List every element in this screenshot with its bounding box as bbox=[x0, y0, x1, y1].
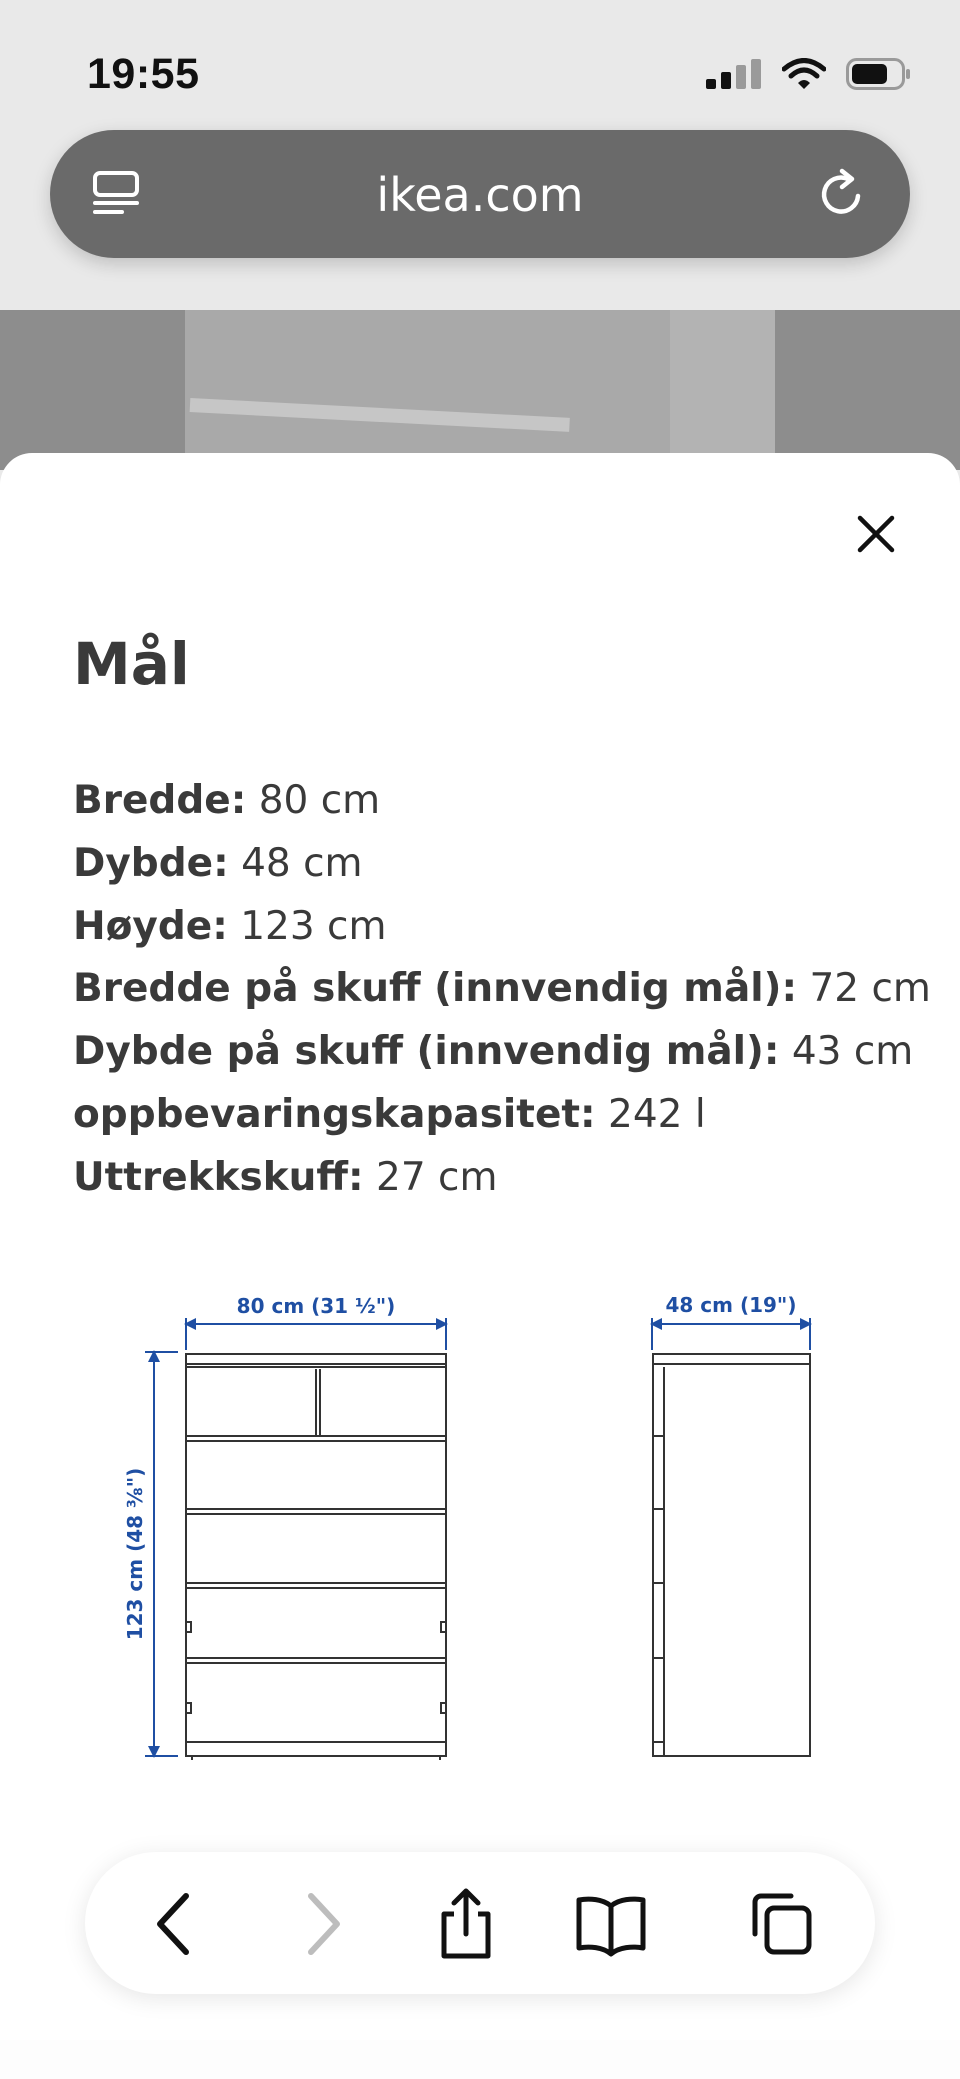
spec-value: 123 cm bbox=[227, 903, 387, 949]
side-depth-dimension bbox=[652, 1293, 810, 1350]
spec-row bbox=[73, 833, 933, 896]
cellular-signal-icon bbox=[706, 59, 762, 89]
reload-icon[interactable] bbox=[814, 166, 870, 222]
dresser-front-view bbox=[186, 1354, 446, 1760]
close-icon[interactable] bbox=[852, 510, 900, 558]
sheet-title: Mål bbox=[73, 630, 190, 698]
front-width-dimension bbox=[186, 1294, 446, 1350]
spec-row bbox=[73, 958, 933, 1021]
spec-value: 242 l bbox=[595, 1091, 706, 1137]
height-label: 123 cm (48 ⅜") bbox=[123, 1467, 147, 1641]
height-dimension bbox=[123, 1352, 178, 1756]
browser-toolbar bbox=[85, 1852, 875, 1994]
spec-label: Bredde på skuff (innvendig mål): bbox=[73, 966, 798, 1012]
address-bar[interactable] bbox=[50, 130, 910, 258]
spec-row bbox=[73, 1084, 933, 1147]
spec-value: 27 cm bbox=[363, 1154, 498, 1200]
back-icon[interactable] bbox=[140, 1888, 212, 1960]
spec-value: 80 cm bbox=[246, 778, 381, 823]
url-text[interactable]: ikea.com bbox=[376, 168, 584, 222]
dresser-side-view bbox=[653, 1354, 810, 1756]
spec-value: 72 cm bbox=[797, 966, 931, 1012]
home-indicator-area bbox=[0, 2040, 960, 2079]
tabs-icon[interactable] bbox=[745, 1888, 817, 1960]
bookmarks-icon[interactable] bbox=[575, 1888, 647, 1960]
spec-list bbox=[73, 770, 933, 1210]
dimension-diagram bbox=[0, 1280, 960, 1780]
spec-label: Dybde: bbox=[73, 840, 229, 886]
spec-value: 48 cm bbox=[228, 840, 363, 886]
spec-row bbox=[73, 896, 933, 959]
spec-label: oppbevaringskapasitet: bbox=[73, 1091, 596, 1137]
status-time: 19:55 bbox=[87, 50, 200, 98]
photo-side-panel bbox=[670, 310, 775, 470]
spec-label: Uttrekkskuff: bbox=[73, 1154, 364, 1200]
front-width-label: 80 cm (31 ½") bbox=[236, 1294, 396, 1318]
spec-row bbox=[73, 1021, 933, 1084]
spec-row bbox=[73, 1147, 933, 1210]
background-product-photo bbox=[0, 310, 960, 470]
spec-label: Høyde: bbox=[73, 903, 228, 949]
spec-row bbox=[73, 770, 933, 833]
spec-value: 43 cm bbox=[779, 1029, 914, 1075]
wifi-icon bbox=[782, 58, 826, 90]
spec-label: Bredde: bbox=[73, 778, 247, 823]
side-depth-label: 48 cm (19") bbox=[665, 1293, 797, 1317]
spec-label: Dybde på skuff (innvendig mål): bbox=[73, 1029, 780, 1075]
share-icon[interactable] bbox=[430, 1888, 502, 1960]
status-icons bbox=[706, 52, 912, 96]
status-bar bbox=[0, 0, 960, 130]
battery-icon bbox=[846, 58, 912, 90]
forward-icon[interactable] bbox=[285, 1888, 357, 1960]
